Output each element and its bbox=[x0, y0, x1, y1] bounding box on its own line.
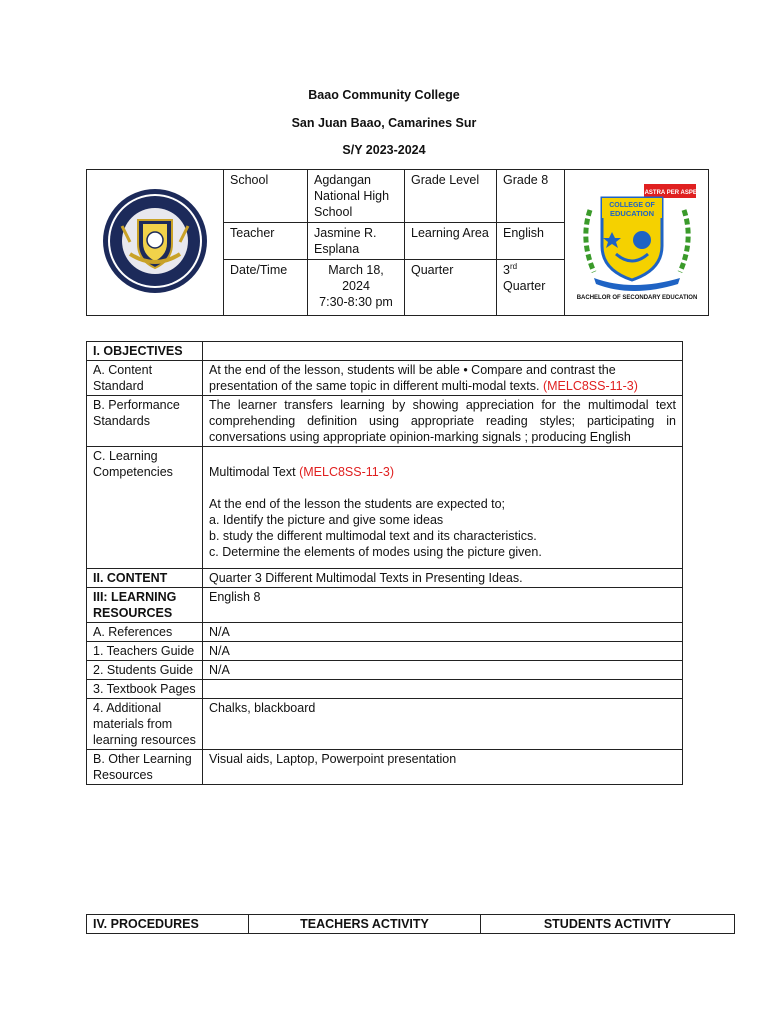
competencies-intro: At the end of the lesson the students are expected to; bbox=[209, 497, 506, 511]
learning-competencies-cell bbox=[203, 447, 683, 569]
learning-area-label: Learning Area bbox=[405, 223, 497, 260]
teacher-value: Jasmine R. Esplana bbox=[308, 223, 405, 260]
school-year: S/Y 2023-2024 bbox=[342, 143, 426, 157]
competencies-code: (MELC8SS-11-3) bbox=[299, 465, 395, 479]
college-address: San Juan Baao, Camarines Sur bbox=[291, 116, 477, 130]
teachers-guide-label: 1. Teachers Guide bbox=[87, 642, 203, 661]
quarter-number: 3 bbox=[503, 263, 510, 277]
content-heading: II. CONTENT bbox=[87, 569, 203, 588]
teacher-label: Teacher bbox=[224, 223, 308, 260]
additional-materials-label: 4. Additional materials from learning resources bbox=[87, 699, 203, 750]
crest-title1: COLLEGE OF bbox=[608, 201, 655, 209]
grade-level-label: Grade Level bbox=[405, 170, 497, 223]
quarter-value bbox=[497, 260, 565, 316]
objectives-heading-value bbox=[203, 342, 683, 361]
content-text: Quarter 3 Different Multimodal Texts in Presenting Ideas. bbox=[203, 569, 683, 588]
textbook-pages-value bbox=[203, 680, 683, 699]
quarter-word: Quarter bbox=[503, 279, 546, 293]
datetime-value bbox=[308, 260, 405, 316]
references-value: N/A bbox=[203, 623, 683, 642]
quarter-suffix: rd bbox=[509, 261, 518, 271]
crest-bottom: BACHELOR OF SECONDARY EDUCATION bbox=[576, 294, 697, 301]
learning-resources-heading: III: LEARNING RESOURCES bbox=[87, 588, 203, 623]
teachers-activity-heading: TEACHERS ACTIVITY bbox=[249, 915, 481, 934]
objectives-heading: I. OBJECTIVES bbox=[87, 342, 203, 361]
learning-competencies-label: C. Learning Competencies bbox=[87, 447, 203, 569]
college-name: Baao Community College bbox=[308, 88, 460, 102]
performance-standards-text: The learner transfers learning by showing appreciation for the multimodal text comprehending definition using appropriate reading styles; participating in conversations using appropriate opinion-marking signals ; producing English bbox=[203, 396, 683, 447]
textbook-pages-label: 3. Textbook Pages bbox=[87, 680, 203, 699]
other-resources-value: Visual aids, Laptop, Powerpoint presentation bbox=[203, 750, 683, 785]
lesson-info-table bbox=[86, 169, 709, 316]
college-of-education-logo bbox=[565, 170, 709, 316]
students-guide-label: 2. Students Guide bbox=[87, 661, 203, 680]
references-label: A. References bbox=[87, 623, 203, 642]
college-seal-logo bbox=[87, 170, 224, 316]
grade-level-value: Grade 8 bbox=[497, 170, 565, 223]
content-standard-code: (MELC8SS-11-3) bbox=[542, 379, 638, 393]
competency-b: b. study the different multimodal text and its characteristics. bbox=[209, 529, 537, 543]
content-standard-text: At the end of the lesson, students will be able • Compare and contrast the presentation of the same topic in different multi-modal texts. bbox=[209, 363, 616, 393]
procedures-heading: IV. PROCEDURES bbox=[87, 915, 249, 934]
other-resources-label: B. Other Learning Resources bbox=[87, 750, 203, 785]
school-value: Agdangan National High School bbox=[308, 170, 405, 223]
date-value: March 18, 2024 bbox=[328, 263, 384, 293]
students-guide-value: N/A bbox=[203, 661, 683, 680]
content-standard-cell bbox=[203, 361, 683, 396]
performance-standards-label: B. Performance Standards bbox=[87, 396, 203, 447]
lesson-plan-table bbox=[86, 341, 683, 785]
learning-resources-value: English 8 bbox=[203, 588, 683, 623]
competencies-topic-line bbox=[209, 464, 676, 480]
procedures-table bbox=[86, 914, 735, 934]
additional-materials-value: Chalks, blackboard bbox=[203, 699, 683, 750]
content-standard-label: A. Content Standard bbox=[87, 361, 203, 396]
school-label: School bbox=[224, 170, 308, 223]
time-value: 7:30-8:30 pm bbox=[319, 295, 393, 309]
students-activity-heading: STUDENTS ACTIVITY bbox=[481, 915, 735, 934]
competency-a: a. Identify the picture and give some ideas bbox=[209, 513, 444, 527]
competency-c: c. Determine the elements of modes using the picture given. bbox=[209, 545, 542, 559]
datetime-label: Date/Time bbox=[224, 260, 308, 316]
college-seal-icon bbox=[100, 186, 210, 296]
teachers-guide-value: N/A bbox=[203, 642, 683, 661]
crest-title2: EDUCATION bbox=[609, 208, 654, 218]
education-crest-icon bbox=[572, 180, 702, 302]
competencies-topic: Multimodal Text bbox=[209, 465, 300, 479]
quarter-label: Quarter bbox=[405, 260, 497, 316]
learning-area-value: English bbox=[497, 223, 565, 260]
crest-motto: AD ASTRA PER ASPERA bbox=[633, 189, 702, 196]
